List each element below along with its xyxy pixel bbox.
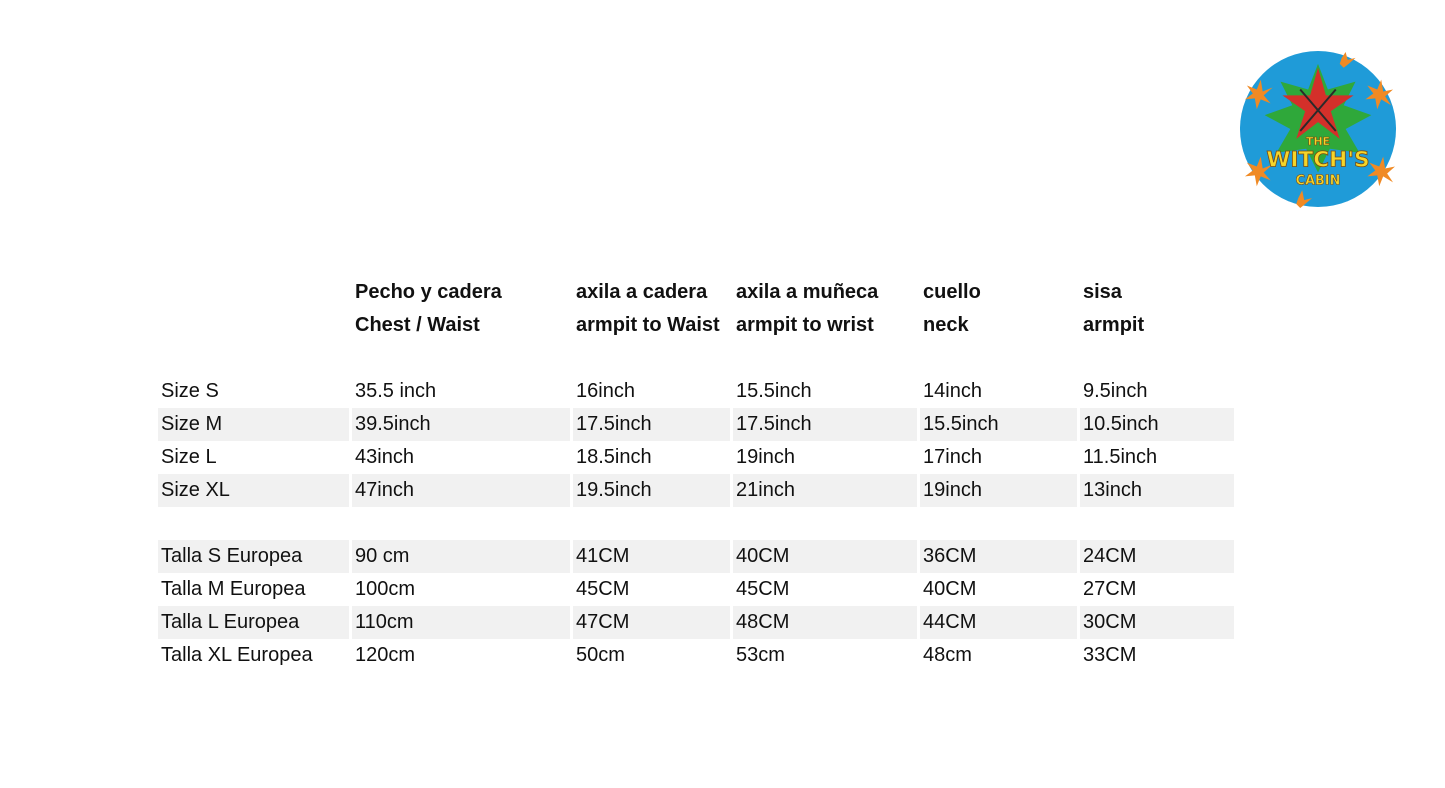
header-neck-es: cuello <box>923 281 981 303</box>
table-cell: 11.5inch <box>1083 446 1158 468</box>
table-cell: 100cm <box>355 578 416 600</box>
row-label: Size S <box>161 380 219 402</box>
table-cell: 43inch <box>355 446 414 468</box>
row-label: Talla L Europea <box>158 606 349 639</box>
row-label: Talla M Europea <box>161 578 306 600</box>
table-cell: 10.5inch <box>1080 408 1234 441</box>
table-cell: 90 cm <box>352 540 570 573</box>
table-cell: 17inch <box>923 446 982 468</box>
table-cell: 33CM <box>1083 644 1137 666</box>
table-cell: 44CM <box>920 606 1077 639</box>
table-cell: 40CM <box>923 578 977 600</box>
table-cell: 30CM <box>1080 606 1234 639</box>
table-cell: 19.5inch <box>573 474 730 507</box>
table-cell: 35.5 inch <box>355 380 437 402</box>
table-cell: 39.5inch <box>352 408 570 441</box>
table-cell: 48cm <box>923 644 972 666</box>
table-row-size-m <box>158 408 1234 441</box>
table-cell: 16inch <box>576 380 635 402</box>
table-cell: 41CM <box>573 540 730 573</box>
header-armpit-waist-en: armpit to Waist <box>576 314 720 336</box>
table-cell: 17.5inch <box>733 408 917 441</box>
header-row-spanish <box>158 276 1234 309</box>
header-armhole-es: sisa <box>1083 281 1122 303</box>
row-label: Size L <box>161 446 217 468</box>
table-row-talla-xl <box>158 639 1234 672</box>
row-label: Talla XL Europea <box>161 644 313 666</box>
header-chest-en: Chest / Waist <box>355 314 480 336</box>
size-chart-table <box>155 276 1237 672</box>
table-cell: 47CM <box>573 606 730 639</box>
header-row-english <box>158 309 1234 342</box>
table-cell: 120cm <box>355 644 416 666</box>
header-armpit-wrist-en: armpit to wrist <box>736 314 874 336</box>
svg-text:WITCH'S: WITCH'S <box>1266 147 1370 173</box>
table-cell: 24CM <box>1080 540 1234 573</box>
table-row-talla-l <box>158 606 1234 639</box>
row-label: Size XL <box>158 474 349 507</box>
table-cell: 50cm <box>576 644 625 666</box>
header-armpit-waist-es: axila a cadera <box>576 281 708 303</box>
table-cell: 18.5inch <box>576 446 652 468</box>
table-row-size-l <box>158 441 1234 474</box>
row-label: Talla S Europea <box>158 540 349 573</box>
table-cell: 53cm <box>736 644 785 666</box>
table-cell: 45CM <box>576 578 630 600</box>
svg-text:THE: THE <box>1306 134 1330 148</box>
spacer-row <box>158 507 1234 540</box>
table-cell: 45CM <box>736 578 790 600</box>
header-corner <box>158 309 349 342</box>
row-label: Size M <box>158 408 349 441</box>
table-cell: 47inch <box>352 474 570 507</box>
table-cell: 17.5inch <box>573 408 730 441</box>
table-row-size-s <box>158 375 1234 408</box>
header-chest-es: Pecho y cadera <box>355 281 502 303</box>
table-cell: 36CM <box>920 540 1077 573</box>
table-row-talla-s <box>158 540 1234 573</box>
table-cell: 19inch <box>736 446 795 468</box>
svg-text:CABIN: CABIN <box>1295 173 1341 189</box>
table-cell: 27CM <box>1083 578 1137 600</box>
table-cell: 48CM <box>733 606 917 639</box>
header-corner <box>158 276 349 309</box>
table-cell: 21inch <box>733 474 917 507</box>
header-neck-en: neck <box>923 314 969 336</box>
header-armpit-wrist-es: axila a muñeca <box>736 281 879 303</box>
table-cell: 15.5inch <box>920 408 1077 441</box>
table-cell: 15.5inch <box>736 380 812 402</box>
witchs-cabin-logo <box>1239 50 1397 208</box>
table-cell: 9.5inch <box>1083 380 1148 402</box>
table-cell: 40CM <box>733 540 917 573</box>
table-row-size-xl <box>158 474 1234 507</box>
table-cell: 110cm <box>352 606 570 639</box>
table-row-talla-m <box>158 573 1234 606</box>
table-cell: 19inch <box>920 474 1077 507</box>
table-cell: 13inch <box>1080 474 1234 507</box>
table-cell: 14inch <box>923 380 982 402</box>
spacer-row <box>158 342 1234 375</box>
header-armhole-en: armpit <box>1083 314 1145 336</box>
